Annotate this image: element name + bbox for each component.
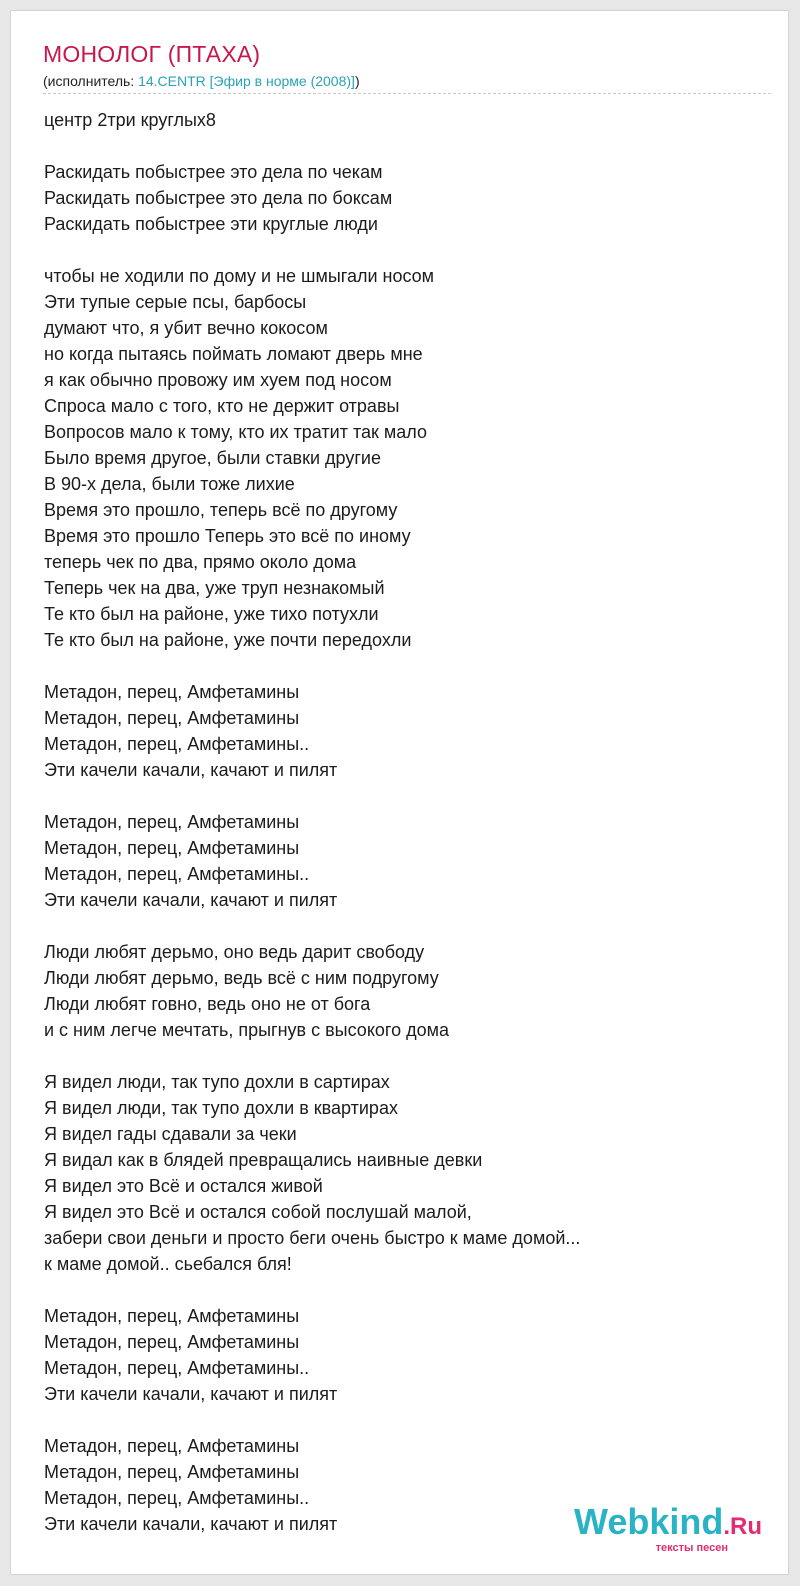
lyrics-line: Я видал как в блядей превращались наивные девки xyxy=(44,1150,483,1170)
lyrics-line: Я видел гады сдавали за чеки xyxy=(44,1124,297,1144)
lyrics-line: Метадон, перец, Амфетамины xyxy=(44,1306,300,1326)
lyrics-stanza xyxy=(44,107,764,133)
lyrics-line: Время это прошло Теперь это всё по иному xyxy=(44,526,411,546)
lyrics-line: Метадон, перец, Амфетамины xyxy=(44,1462,300,1482)
lyrics-line: Метадон, перец, Амфетамины.. xyxy=(44,1358,310,1378)
lyrics-line: забери свои деньги и просто беги очень быстро к маме домой... xyxy=(44,1228,581,1248)
lyrics-line: Метадон, перец, Амфетамины.. xyxy=(44,734,310,754)
artist-link[interactable]: 14.CENTR xyxy=(138,73,206,89)
lyrics-line: Люди любят дерьмо, оно ведь дарит свободу xyxy=(44,942,425,962)
lyrics-line: Теперь чек на два, уже труп незнакомый xyxy=(44,578,385,598)
lyrics-line: Эти качели качали, качают и пилят xyxy=(44,1384,338,1404)
webkind-logo[interactable] xyxy=(574,1503,762,1554)
lyrics-body xyxy=(44,107,764,1563)
lyrics-line: Я видел это Всё и остался живой xyxy=(44,1176,323,1196)
lyrics-line: думают что, я убит вечно кокосом xyxy=(44,318,328,338)
lyrics-line: Вопросов мало к тому, кто их тратит так мало xyxy=(44,422,428,442)
lyrics-line: В 90-х дела, были тоже лихие xyxy=(44,474,295,494)
lyrics-line: Метадон, перец, Амфетамины.. xyxy=(44,864,310,884)
lyrics-line: Я видел это Всё и остался собой послушай малой, xyxy=(44,1202,472,1222)
lyrics-stanza xyxy=(44,159,764,237)
album-link[interactable]: [Эфир в норме (2008)] xyxy=(209,73,355,89)
meta-suffix: ) xyxy=(354,73,360,89)
lyrics-line: Эти качели качали, качают и пилят xyxy=(44,760,338,780)
lyrics-stanza xyxy=(44,939,764,1043)
lyrics-line: я как обычно провожу им хуем под носом xyxy=(44,370,392,390)
lyrics-line: и с ним легче мечтать, прыгнув с высокого дома xyxy=(44,1020,449,1040)
lyrics-line: Метадон, перец, Амфетамины xyxy=(44,708,300,728)
brand-name: Webkind xyxy=(573,1501,724,1542)
lyrics-line: Спроса мало с того, кто не держит отравы xyxy=(44,396,400,416)
lyrics-line: Я видел люди, так тупо дохли в сартирах xyxy=(44,1072,390,1092)
lyrics-line: Эти качели качали, качают и пилят xyxy=(44,1514,338,1534)
brand-tagline: тексты песен xyxy=(655,1542,728,1554)
lyrics-line: Люди любят говно, ведь оно не от бога xyxy=(44,994,371,1014)
lyrics-line: Метадон, перец, Амфетамины xyxy=(44,1436,300,1456)
lyrics-line: центр 2три круглых8 xyxy=(44,110,216,130)
lyrics-line: Раскидать побыстрее это дела по боксам xyxy=(44,188,393,208)
lyrics-line: Метадон, перец, Амфетамины xyxy=(44,1332,300,1352)
lyrics-line: Те кто был на районе, уже почти передохли xyxy=(44,630,412,650)
meta-prefix: (исполнитель: xyxy=(43,73,139,89)
lyrics-line: Люди любят дерьмо, ведь всё с ним подругому xyxy=(44,968,439,988)
lyrics-stanza xyxy=(44,809,764,913)
lyrics-stanza xyxy=(44,1069,764,1277)
lyrics-stanza xyxy=(44,263,764,653)
lyrics-stanza xyxy=(44,679,764,783)
lyrics-line: чтобы не ходили по дому и не шмыгали носом xyxy=(44,266,435,286)
header-divider xyxy=(43,93,771,94)
lyrics-line: Время это прошло, теперь всё по другому xyxy=(44,500,398,520)
lyrics-line: Метадон, перец, Амфетамины xyxy=(44,682,300,702)
lyrics-line: Метадон, перец, Амфетамины.. xyxy=(44,1488,310,1508)
lyrics-line: Метадон, перец, Амфетамины xyxy=(44,812,300,832)
lyrics-line: Эти качели качали, качают и пилят xyxy=(44,890,338,910)
song-meta xyxy=(43,73,360,89)
lyrics-line: Раскидать побыстрее эти круглые люди xyxy=(44,214,378,234)
lyrics-stanza xyxy=(44,1303,764,1407)
lyrics-line: Было время другое, были ставки другие xyxy=(44,448,381,468)
brand-tld: .Ru xyxy=(723,1513,762,1540)
lyrics-line: Я видел люди, так тупо дохли в квартирах xyxy=(44,1098,398,1118)
lyrics-card xyxy=(10,10,789,1575)
lyrics-line: Метадон, перец, Амфетамины xyxy=(44,838,300,858)
lyrics-line: но когда пытаясь поймать ломают дверь мне xyxy=(44,344,423,364)
lyrics-line: Эти тупые серые псы, барбосы xyxy=(44,292,307,312)
song-title: МОНОЛОГ (ПТАХА) xyxy=(43,41,261,67)
lyrics-line: теперь чек по два, прямо около дома xyxy=(44,552,357,572)
lyrics-line: к маме домой.. сьебался бля! xyxy=(44,1254,292,1274)
lyrics-line: Те кто был на районе, уже тихо потухли xyxy=(44,604,379,624)
lyrics-line: Раскидать побыстрее это дела по чекам xyxy=(44,162,383,182)
